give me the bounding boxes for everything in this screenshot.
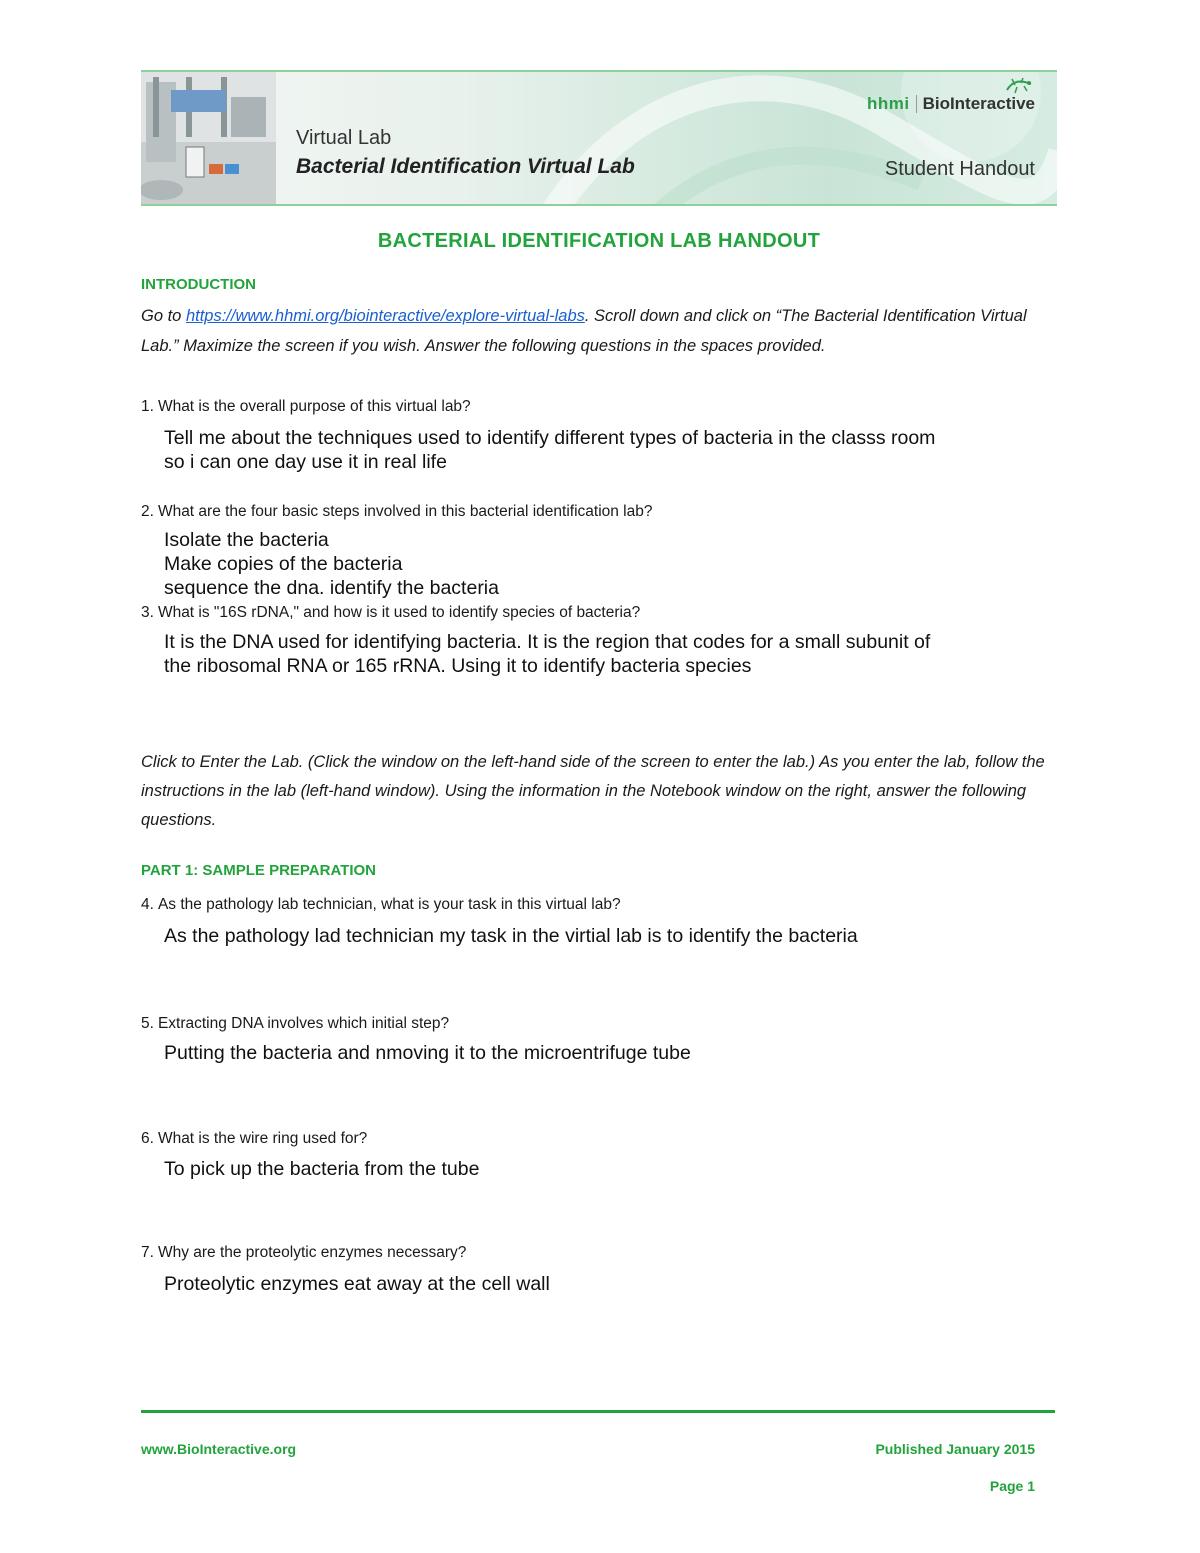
logo-hhmi: hhmi xyxy=(866,94,910,113)
question-number: 7. xyxy=(141,1244,154,1261)
question-number: 6. xyxy=(141,1130,154,1147)
answer-2[interactable] xyxy=(164,528,499,600)
answer-line: Tell me about the techniques used to identify different types of bacteria in the classs room xyxy=(164,427,936,449)
question-4 xyxy=(141,896,621,914)
intro-paragraph xyxy=(141,302,1057,361)
answer-7[interactable] xyxy=(164,1272,550,1296)
intro-suffix: . Scroll down and click on “The Bacterial Identification Virtual Lab.” Maximize the screen if you wish. Answer the following questions in the spaces provided. xyxy=(141,307,1027,355)
section-part-1: PART 1: SAMPLE PREPARATION xyxy=(141,862,377,879)
header-banner xyxy=(141,70,1057,206)
answer-line: As the pathology lad technician my task in the virtial lab is to identify the bacteria xyxy=(164,925,858,947)
question-text: Extracting DNA involves which initial step? xyxy=(157,1015,450,1032)
answer-line: Proteolytic enzymes eat away at the cell wall xyxy=(164,1273,550,1295)
answer-1[interactable] xyxy=(164,426,935,474)
answer-4[interactable] xyxy=(164,924,858,948)
student-handout-label: Student Handout xyxy=(884,158,1035,180)
question-number: 4. xyxy=(141,896,154,913)
answer-line: sequence the dna. identify the bacteria xyxy=(164,577,499,599)
logo-separator xyxy=(916,95,917,113)
logo-biointeractive: BioInteractive xyxy=(922,94,1035,113)
page-title: BACTERIAL IDENTIFICATION LAB HANDOUT xyxy=(377,230,821,252)
question-number: 3. xyxy=(141,604,154,621)
footer-published: Published January 2015 xyxy=(875,1441,1035,1457)
question-text: Why are the proteolytic enzymes necessary? xyxy=(157,1244,467,1261)
question-7 xyxy=(141,1244,466,1262)
answer-line: the ribosomal RNA or 165 rRNA. Using it to identify bacteria species xyxy=(164,655,752,677)
question-number: 1. xyxy=(141,398,154,415)
question-2 xyxy=(141,503,652,521)
lizard-icon xyxy=(1005,76,1033,96)
lab-photo xyxy=(141,72,276,204)
answer-line: Isolate the bacteria xyxy=(164,529,329,551)
answer-line: It is the DNA used for identifying bacteria. It is the region that codes for a small subunit of xyxy=(164,631,931,653)
question-1 xyxy=(141,398,471,416)
question-number: 5. xyxy=(141,1015,154,1032)
answer-5[interactable] xyxy=(164,1041,691,1065)
section-introduction: INTRODUCTION xyxy=(141,276,256,293)
enter-lab-paragraph: Click to Enter the Lab. (Click the window on the left-hand side of the screen to enter the lab.) As you enter the lab, follow the instructions in the lab (left-hand window). Using the information in the Notebook window on the right, answer the following questions. xyxy=(141,753,1045,829)
question-text: What is the wire ring used for? xyxy=(157,1130,368,1147)
answer-line: so i can one day use it in real life xyxy=(164,451,447,473)
question-6 xyxy=(141,1130,367,1148)
footer-page-number: Page 1 xyxy=(989,1478,1035,1494)
answer-line: Putting the bacteria and nmoving it to the microentrifuge tube xyxy=(164,1042,691,1064)
question-text: As the pathology lab technician, what is your task in this virtual lab? xyxy=(157,896,621,913)
answer-3[interactable] xyxy=(164,630,930,678)
question-text: What is "16S rDNA," and how is it used to identify species of bacteria? xyxy=(157,604,641,621)
answer-6[interactable] xyxy=(164,1157,479,1181)
answer-line: Make copies of the bacteria xyxy=(164,553,403,575)
intro-prefix: Go to xyxy=(141,307,186,325)
banner-title: Bacterial Identification Virtual Lab xyxy=(296,155,635,178)
decorative-swirl xyxy=(501,70,1057,206)
question-3 xyxy=(141,604,640,622)
virtual-labs-link[interactable]: https://www.hhmi.org/biointeractive/explore-virtual-labs xyxy=(185,307,585,325)
answer-line: To pick up the bacteria from the tube xyxy=(164,1158,480,1180)
question-text: What is the overall purpose of this virtual lab? xyxy=(157,398,471,415)
question-5 xyxy=(141,1015,449,1033)
banner-subtitle: Virtual Lab xyxy=(296,127,392,149)
question-text: What are the four basic steps involved in this bacterial identification lab? xyxy=(157,503,653,520)
hhmi-biointeractive-logo xyxy=(867,94,1035,114)
question-number: 2. xyxy=(141,503,154,520)
footer-divider xyxy=(141,1410,1055,1413)
footer-website[interactable]: www.BioInteractive.org xyxy=(141,1441,297,1457)
